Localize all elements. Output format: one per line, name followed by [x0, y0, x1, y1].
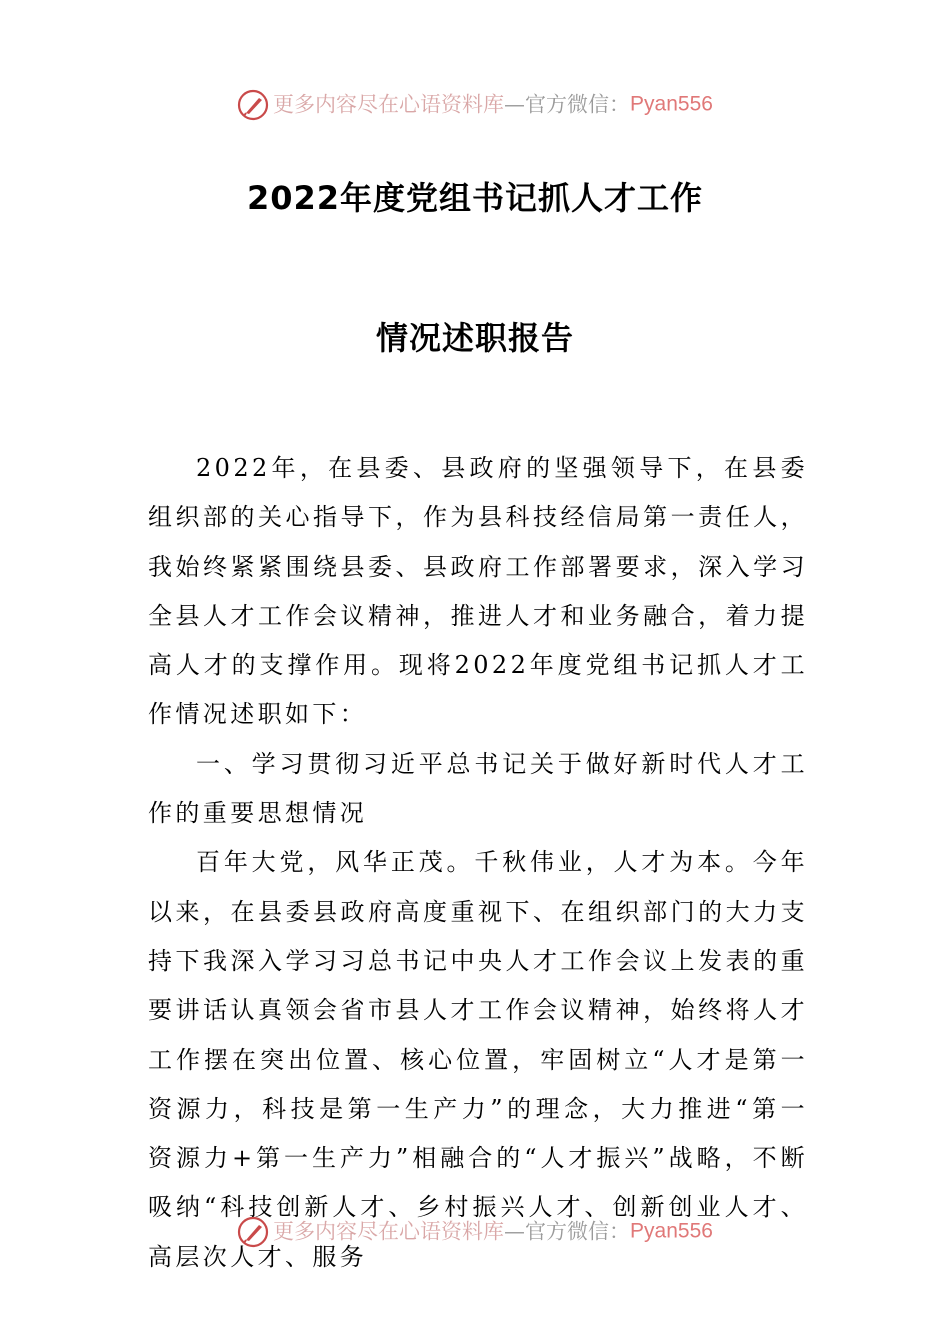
document-title-line2: 情况述职报告	[375, 319, 574, 357]
watermark-separator: —	[504, 92, 526, 117]
section-heading-1: 一、学习贯彻习近平总书记关于做好新时代人才工作的重要思想情况	[148, 749, 808, 828]
watermark-footer	[0, 1215, 950, 1248]
document-body	[148, 444, 808, 1282]
watermark-label: 官方微信：	[525, 1219, 631, 1244]
watermark-label: 官方微信：	[525, 92, 631, 117]
document-title-line1: 2022年度党组书记抓人才工作	[246, 179, 704, 217]
watermark-wechat-id: Pyan556	[630, 1219, 713, 1243]
paragraph-intro: 2022年，在县委、县政府的坚强领导下，在县委组织部的关心指导下，作为县科技经信局第一责任人，我始终紧紧围绕县委、县政府工作部署要求，深入学习全县人才工作会议精神，推进人才和业务融合，着力提高人才的支撑作用。现将2022年度党组书记抓人才工作情况述职如下：	[148, 454, 808, 729]
watermark-wechat-id: Pyan556	[630, 92, 713, 116]
quill-pen-logo-icon	[237, 89, 269, 121]
watermark-header	[0, 88, 950, 121]
watermark-text: 更多内容尽在心语资料库	[273, 1219, 505, 1244]
paragraph-section-1: 百年大党，风华正茂。千秋伟业，人才为本。今年以来，在县委县政府高度重视下、在组织部门的大力支持下我深入学习习总书记中央人才工作会议上发表的重要讲话认真领会省市县人才工作会议精神，始终将人才工作摆在突出位置、核心位置，牢固树立“人才是第一资源力，科技是第一生产力”的理念，大力推进“第一资源力+第一生产力”相融合的“人才振兴”战略，不断吸纳“科技创新人才、乡村振兴人才、创新创业人才、高层次人才、服务	[148, 848, 808, 1271]
watermark-text: 更多内容尽在心语资料库	[273, 92, 505, 117]
watermark-separator: —	[504, 1219, 526, 1244]
quill-pen-logo-icon	[237, 1216, 269, 1248]
